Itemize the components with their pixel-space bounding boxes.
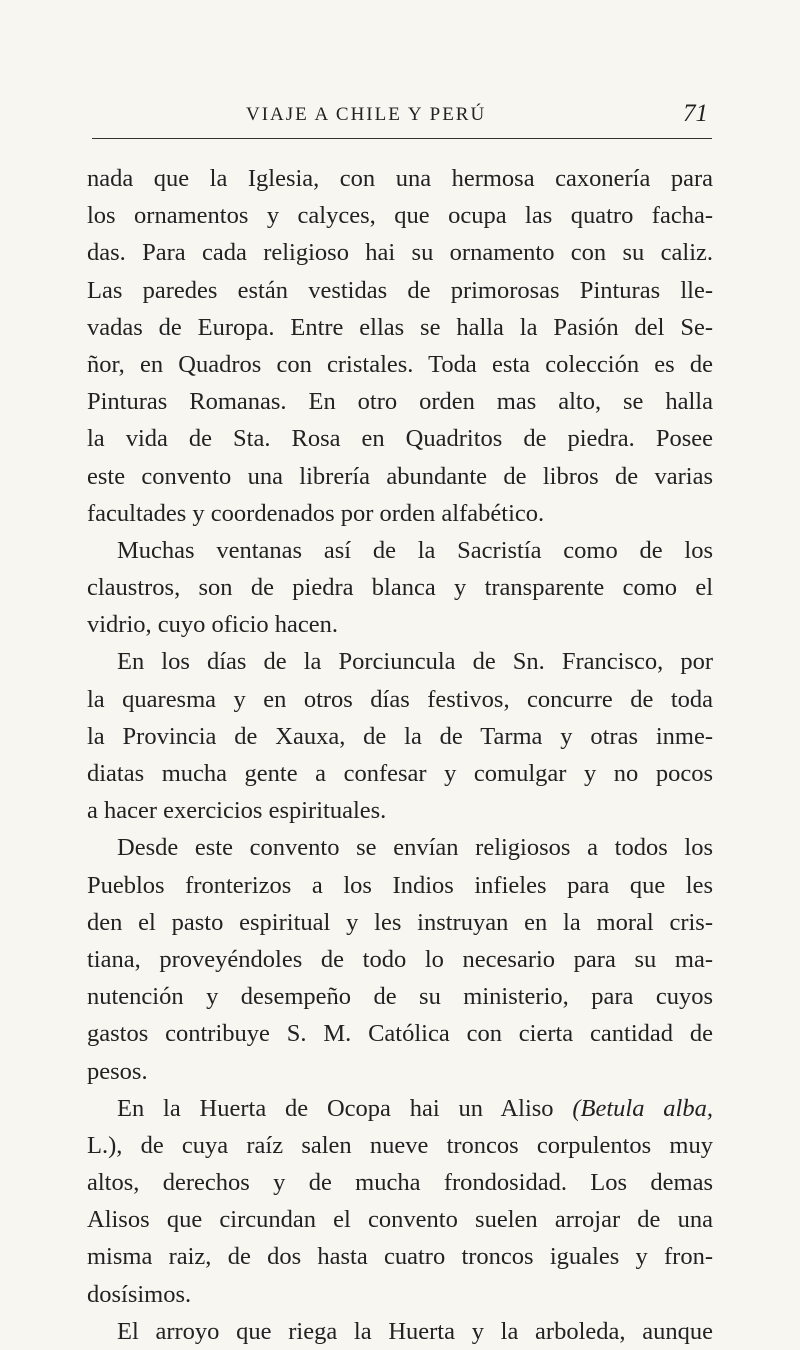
text-line: En los días de la Porciuncula de Sn. Francisco, por: [117, 648, 713, 676]
text-line: Pinturas Romanas. En otro orden mas alto, se halla: [87, 388, 713, 416]
text-line: los ornamentos y calyces, que ocupa las quatro facha-: [87, 202, 713, 230]
text-line: Muchas ventanas así de la Sacristía como de los: [117, 536, 713, 564]
text-line: gastos contribuye S. M. Católica con cierta cantidad de: [87, 1020, 713, 1048]
text-line: L.), de cuya raíz salen nueve troncos corpulentos muy: [87, 1131, 713, 1159]
running-header: [90, 100, 714, 130]
text-line: dosísimos.: [87, 1280, 192, 1308]
text-line: tiana, proveyéndoles de todo lo necesario para su ma-: [87, 945, 713, 973]
page-number: 71: [683, 100, 708, 127]
text-line: Desde este convento se envían religiosos a todos los: [117, 834, 713, 862]
text-line: a hacer exercicios espirituales.: [87, 797, 387, 825]
body-text: [87, 160, 713, 1350]
text-line: la quaresma y en otros días festivos, concurre de toda: [87, 685, 713, 713]
text-line: misma raiz, de dos hasta cuatro troncos iguales y fron-: [87, 1243, 713, 1271]
text-line: Pueblos fronterizos a los Indios infieles para que les: [87, 871, 713, 899]
text-line: vidrio, cuyo oficio hacen.: [87, 611, 339, 639]
text-line: Las paredes están vestidas de primorosas Pinturas lle-: [87, 276, 713, 304]
text-line: claustros, son de piedra blanca y transparente como el: [87, 574, 713, 602]
text-segment: En la Huerta de Ocopa hai un Aliso: [117, 1094, 573, 1122]
text-line-with-italic: [87, 1090, 713, 1127]
text-line: den el pasto espiritual y les instruyan en la moral cris-: [87, 908, 713, 936]
text-line: vadas de Europa. Entre ellas se halla la Pasión del Se-: [87, 313, 713, 341]
text-line: nutención y desempeño de su ministerio, para cuyos: [87, 983, 713, 1011]
header-rule: [92, 138, 712, 139]
text-line: altos, derechos y de mucha frondosidad. Los demas: [87, 1169, 713, 1197]
text-line: la Provincia de Xauxa, de la de Tarma y otras inme-: [87, 722, 713, 750]
text-line: la vida de Sta. Rosa en Quadritos de piedra. Posee: [87, 425, 713, 453]
text-line: nada que la Iglesia, con una hermosa caxonería para: [87, 165, 713, 192]
text-line: pesos.: [87, 1057, 148, 1085]
text-line: diatas mucha gente a confesar y comulgar y no pocos: [87, 760, 713, 787]
text-line: ñor, en Quadros con cristales. Toda esta colección es de: [87, 350, 713, 378]
text-line: facultades y coordenados por orden alfabético.: [87, 499, 545, 527]
text-line: El arroyo que riega la Huerta y la arboleda, aunque: [117, 1317, 713, 1345]
scientific-name: (Betula alba,: [572, 1094, 713, 1122]
text-line: Alisos que circundan el convento suelen arrojar de una: [87, 1206, 713, 1234]
text-line: este convento una librería abundante de libros de varias: [87, 462, 713, 490]
running-title: VIAJE A CHILE Y PERÚ: [246, 104, 487, 125]
text-line: das. Para cada religioso hai su ornamento con su caliz.: [87, 239, 713, 267]
